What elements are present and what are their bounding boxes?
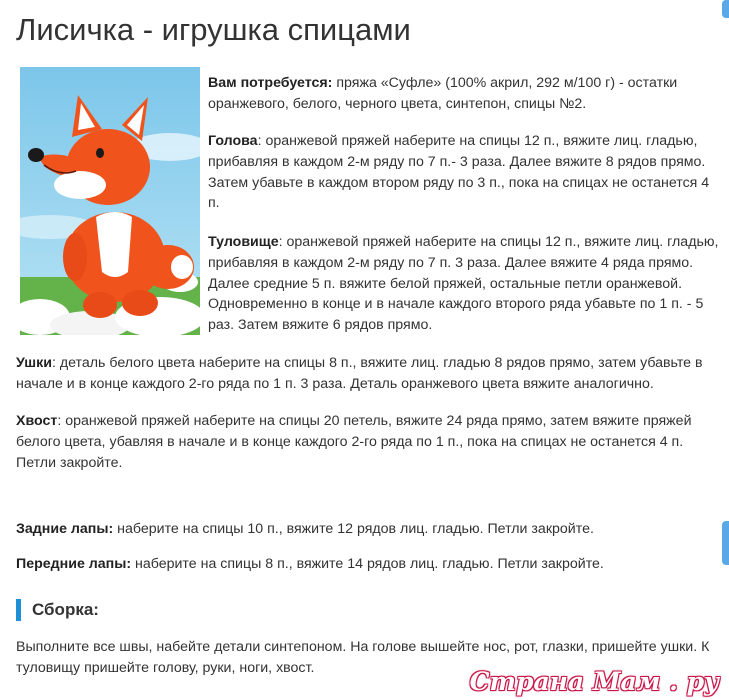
hind-paws-text: наберите на спицы 10 п., вяжите 12 рядов лиц. гладью. Петли закройте. xyxy=(113,521,594,537)
assembly-heading: Сборка: xyxy=(16,599,99,621)
intro-paragraph xyxy=(208,73,720,115)
head-paragraph xyxy=(208,131,723,214)
body-text: : оранжевой пряжей наберите на спицы 12 п., вяжите лиц. гладью, прибавляя в каждом 2-м ряду по 7 п. 3 раза. Далее вяжите 4 ряда прямо. Далее средние 5 п. вяжите белой пряжей, остальные петли оранжевой. Одновременно в конце и в начале каждого второго ряда убавьте по 1 п. - 5 раз. Затем вяжите 6 рядов прямо. xyxy=(208,234,719,334)
hind-paws-paragraph xyxy=(16,519,723,540)
assembly-paragraph: Выполните все швы, набейте детали синтепоном. На голове вышейте нос, рот, глазки, пришейте ушки. К туловищу пришейте голову, руки, ноги, хвост. xyxy=(16,639,710,676)
tail-label: Хвост xyxy=(16,413,58,429)
head-label: Голова xyxy=(208,133,258,149)
side-tab-bottom[interactable] xyxy=(722,521,729,565)
front-paws-text: наберите на спицы 8 п., вяжите 14 рядов лиц. гладью. Петли закройте. xyxy=(131,556,604,572)
tail-text: : оранжевой пряжей наберите на спицы 20 петель, вяжите 24 ряда прямо, затем вяжите пряжей белого цвета, убавляя в начале и в конце каждого 2-го ряда по 1 п., пока на спицах не останется 4 п. Петли закройте. xyxy=(16,413,692,471)
side-tab-top[interactable] xyxy=(722,0,729,18)
hind-paws-label: Задние лапы: xyxy=(16,521,114,537)
intro-text: пряжа «Суфле» (100% акрил, 292 м/100 г) - остатки оранжевого, белого, черного цвета, синтепон, спицы №2. xyxy=(208,75,678,112)
page-title: Лисичка - игрушка спицами xyxy=(16,12,411,47)
site-watermark: Страна Мам . ру xyxy=(469,667,719,696)
ears-text: : деталь белого цвета наберите на спицы 8 п., вяжите лиц. гладью 8 рядов прямо, затем убавьте в начале и в конце каждого 2-го ряда по 1 п. 3 раза. Деталь оранжевого цвета вяжите аналогично. xyxy=(16,355,703,392)
ears-label: Ушки xyxy=(16,355,52,371)
front-paws-label: Передние лапы: xyxy=(16,556,132,572)
intro-label: Вам потребуется: xyxy=(208,75,333,91)
body-paragraph xyxy=(208,232,723,336)
ears-paragraph xyxy=(16,353,723,395)
tail-paragraph xyxy=(16,411,723,473)
body-label: Туловище xyxy=(208,234,279,250)
fox-toy-photo xyxy=(20,67,200,335)
front-paws-paragraph xyxy=(16,554,723,575)
head-text: : оранжевой пряжей наберите на спицы 12 п., вяжите лиц. гладью, прибавляя в каждом 2-м ряду по 7 п.- 3 раза. Далее вяжите 8 рядов прямо. Затем убавьте в каждом втором ряду по 3 п., пока на спицах не останется 4 п. xyxy=(208,133,710,212)
